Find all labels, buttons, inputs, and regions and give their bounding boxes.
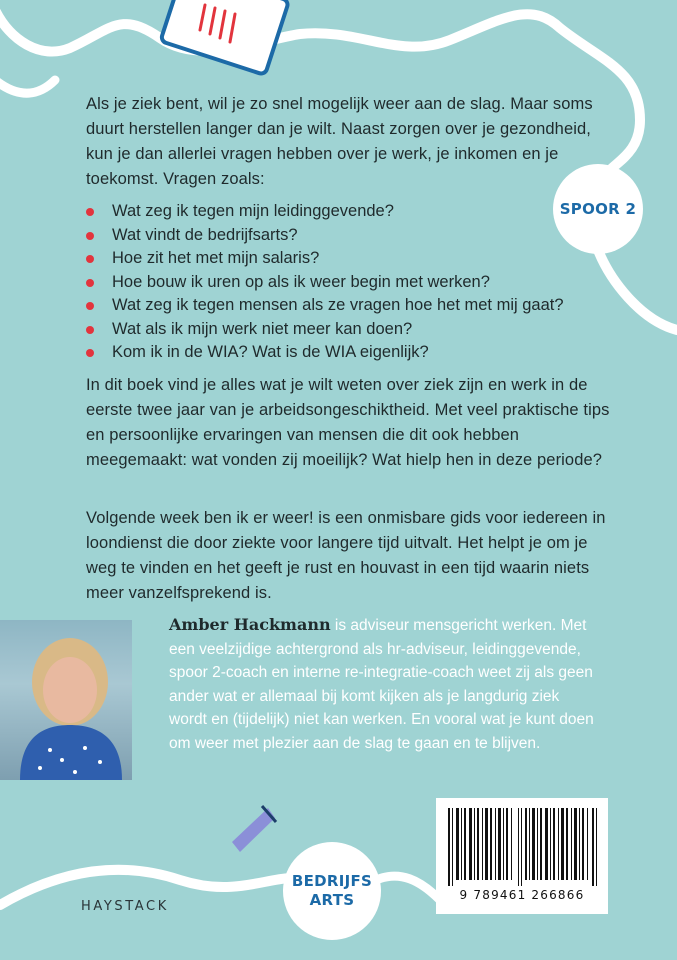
list-item: Wat als ik mijn werk niet meer kan doen?: [86, 318, 566, 342]
portrait-illustration: [0, 620, 132, 780]
ruler-icon: [232, 806, 276, 852]
list-item: Hoe zit het met mijn salaris?: [86, 247, 566, 271]
list-item: Wat vindt de bedrijfsarts?: [86, 224, 566, 248]
bullet-icon: [86, 208, 94, 216]
list-item: Wat zeg ik tegen mijn leidinggevende?: [86, 200, 566, 224]
bedrijfsarts-label-line2: ARTS: [309, 891, 355, 909]
bedrijfsarts-badge: [283, 842, 381, 940]
author-bio-text: is adviseur mensgericht werken. Met een veelzijdige achtergrond als hr-adviseur, leidinggevende, spoor 2-coach en interne re-integratie-coach weet zij als geen ander wat er allemaal bij komt kijken als je langdurig ziek wordt en (tijdelijk) niet kan werken. En vooral wat je kunt doen om weer met plezier aan de slag te gaan en te blijven.: [169, 617, 594, 752]
publisher-logo: HAYSTACK: [81, 899, 169, 914]
bullet-icon: [86, 255, 94, 263]
isbn-number: 9 789461 266866: [459, 888, 585, 902]
bullet-icon: [86, 279, 94, 287]
bullet-icon: [86, 232, 94, 240]
list-item: Kom ik in de WIA? Wat is de WIA eigenlijk?: [86, 341, 566, 365]
author-name: Amber Hackmann: [169, 615, 331, 634]
description-paragraph: In dit boek vind je alles wat je wilt weten over ziek zijn en werk in de eerste twee jaar van je arbeidsongeschiktheid. Met veel praktische tips en persoonlijke ervaringen van mensen die dit ook hebben meegemaakt: wat vonden zij moeilijk? Wat hielp hen in deze periode?: [86, 376, 610, 469]
bullet-icon: [86, 326, 94, 334]
barcode: [436, 798, 608, 914]
document-icon: [160, 0, 289, 75]
intro-paragraph: Als je ziek bent, wil je zo snel mogelijk weer aan de slag. Maar soms duurt herstellen langer dan je wilt. Naast zorgen over je gezondheid, kun je dan allerlei vragen hebben over je werk, je inkomen en je toekomst. Vragen zoals:: [86, 95, 593, 188]
question-list: [86, 200, 566, 365]
spoor-badge: [553, 164, 643, 254]
bullet-icon: [86, 349, 94, 357]
author-photo: [0, 620, 132, 780]
barcode-bars: [436, 798, 608, 888]
list-item: Wat zeg ik tegen mensen als ze vragen hoe het met mij gaat?: [86, 294, 566, 318]
list-item: Hoe bouw ik uren op als ik weer begin met werken?: [86, 271, 566, 295]
bedrijfsarts-label-line1: BEDRIJFS: [291, 872, 373, 890]
bullet-icon: [86, 302, 94, 310]
spoor-label: SPOOR 2: [559, 199, 637, 218]
summary-paragraph: Volgende week ben ik er weer! is een onmisbare gids voor iedereen in loondienst die door ziekte voor langere tijd uitvalt. Het helpt je om je weg te vinden en het geeft je rust en houvast in een tijd waarin niets meer vanzelfsprekend is.: [86, 509, 606, 602]
author-bio: [169, 613, 599, 755]
